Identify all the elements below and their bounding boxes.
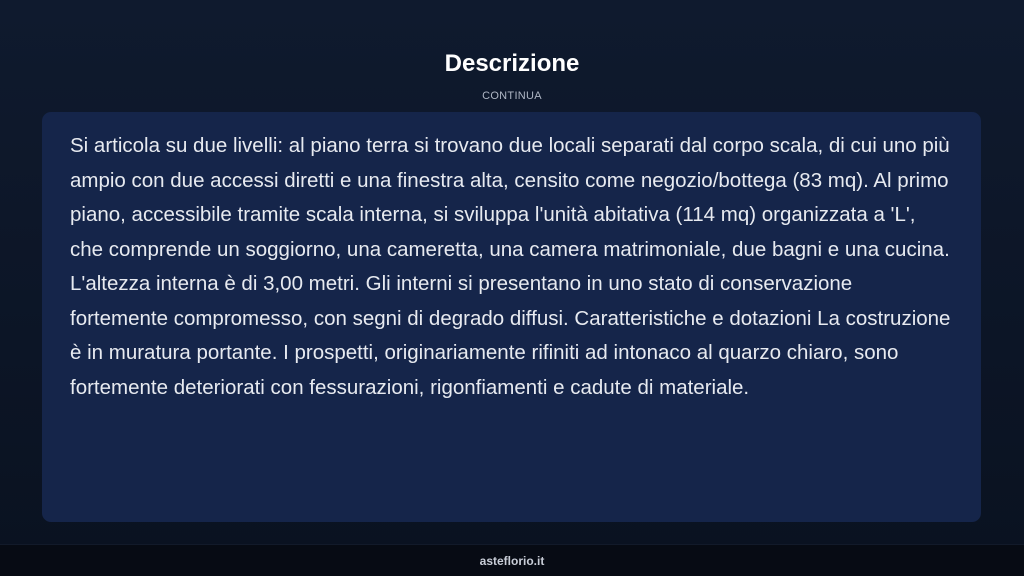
description-text: Si articola su due livelli: al piano terra si trovano due locali separati dal corpo scala, di cui uno più ampio con due accessi diretti e una finestra alta, censito come negozio/bottega (83 mq). Al primo piano, accessibile tramite scala interna, si sviluppa l'unità abitativa (114 mq) organizzata a 'L', che comprende un soggiorno, una cameretta, una camera matrimoniale, due bagni e una cucina. L'altezza interna è di 3,00 metri. Gli interni si presentano in uno stato di conservazione fortemente compromesso, con segni di degrado diffusi. Caratteristiche e dotazioni La costruzione è in muratura portante. I prospetti, originariamente rifiniti ad intonaco al quarzo chiaro, sono fortemente deteriorati con fessurazioni, rigonfiamenti e cadute di materiale. xyxy=(70,134,951,399)
continue-link[interactable]: CONTINUA xyxy=(482,90,542,102)
footer-brand: asteflorio.it xyxy=(479,554,545,568)
footer-bar xyxy=(0,544,1024,576)
description-card xyxy=(42,112,981,522)
page-title: Descrizione xyxy=(444,50,580,77)
